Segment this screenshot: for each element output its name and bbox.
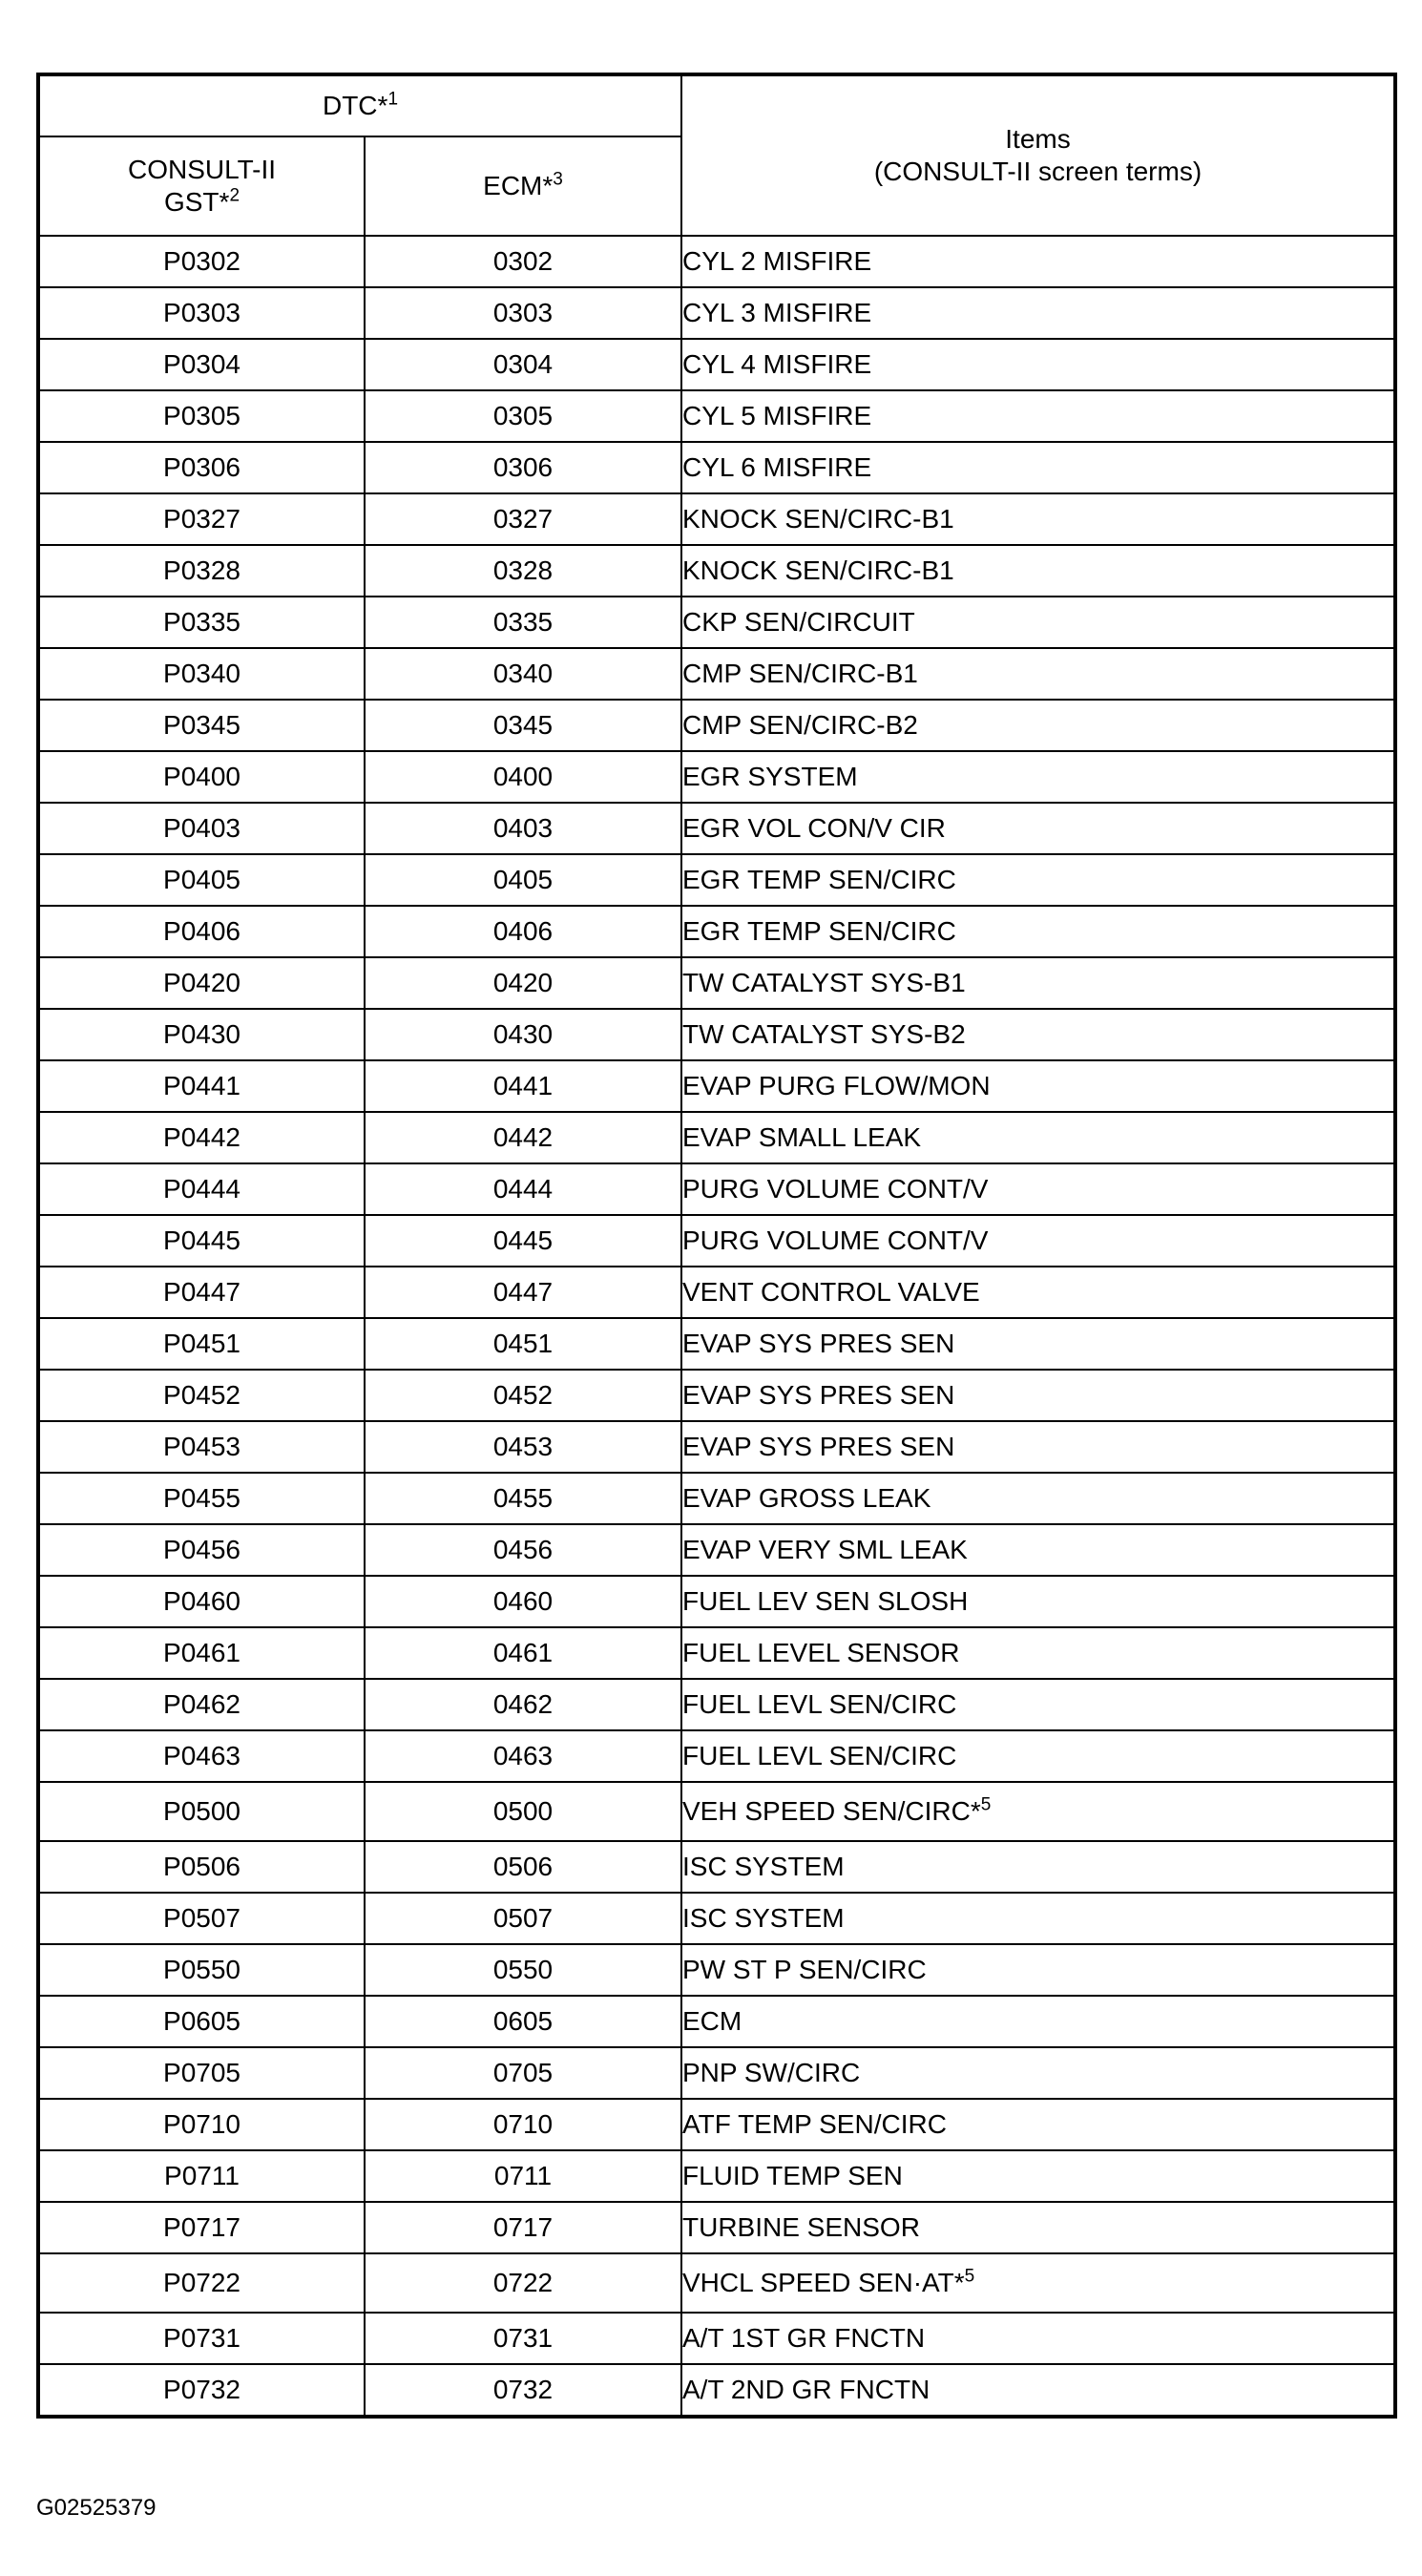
item-cell — [681, 1163, 1395, 1215]
table-row — [38, 545, 1395, 597]
ecm-code-cell: 0451 — [365, 1318, 681, 1370]
item-label: EVAP SYS PRES SEN — [682, 1329, 955, 1359]
ecm-code-cell: 0705 — [365, 2047, 681, 2099]
table-row — [38, 1841, 1395, 1893]
item-label: EVAP SYS PRES SEN — [682, 1380, 955, 1411]
consult-code-cell: P0304 — [38, 339, 365, 390]
table-row — [38, 906, 1395, 957]
ecm-code-cell: 0345 — [365, 700, 681, 751]
ecm-code-cell: 0455 — [365, 1473, 681, 1524]
item-cell — [681, 1009, 1395, 1060]
table-row — [38, 1473, 1395, 1524]
table-row — [38, 1730, 1395, 1782]
ecm-code-cell: 0403 — [365, 803, 681, 854]
items-header-line2: (CONSULT-II screen terms) — [873, 157, 1202, 186]
item-footnote: 5 — [980, 1794, 992, 1815]
consult-code-cell: P0717 — [38, 2202, 365, 2253]
table-row — [38, 1679, 1395, 1730]
ecm-code-cell: 0442 — [365, 1112, 681, 1163]
consult-code-cell: P0405 — [38, 854, 365, 906]
consult-code-cell: P0445 — [38, 1215, 365, 1267]
item-cell — [681, 442, 1395, 493]
item-cell — [681, 803, 1395, 854]
item-cell — [681, 906, 1395, 957]
item-cell — [681, 1782, 1395, 1841]
item-label: EGR TEMP SEN/CIRC — [682, 916, 956, 947]
table-row — [38, 1112, 1395, 1163]
ecm-code-cell: 0420 — [365, 957, 681, 1009]
item-cell — [681, 1730, 1395, 1782]
consult-code-cell: P0444 — [38, 1163, 365, 1215]
item-label: A/T 2ND GR FNCTN — [682, 2375, 931, 2405]
item-cell — [681, 1370, 1395, 1421]
item-cell — [681, 493, 1395, 545]
consult-code-cell: P0705 — [38, 2047, 365, 2099]
table-row — [38, 1893, 1395, 1944]
item-cell — [681, 1318, 1395, 1370]
item-label: VEH SPEED SEN/CIRC* — [682, 1796, 981, 1827]
ecm-code-cell: 0506 — [365, 1841, 681, 1893]
ecm-header-footnote: 3 — [553, 169, 563, 190]
ecm-code-cell: 0305 — [365, 390, 681, 442]
dtc-header-cell — [38, 74, 681, 136]
item-cell — [681, 1944, 1395, 1996]
table-row — [38, 287, 1395, 339]
ecm-code-cell: 0500 — [365, 1782, 681, 1841]
items-header-line1: Items — [1005, 124, 1071, 155]
item-cell — [681, 339, 1395, 390]
item-cell — [681, 390, 1395, 442]
table-row — [38, 2202, 1395, 2253]
consult-code-cell: P0430 — [38, 1009, 365, 1060]
item-label: EVAP SMALL LEAK — [682, 1122, 922, 1153]
ecm-code-cell: 0460 — [365, 1576, 681, 1627]
ecm-header-cell — [365, 136, 681, 236]
item-label: EVAP VERY SML LEAK — [682, 1535, 968, 1565]
item-label: CYL 3 MISFIRE — [682, 298, 872, 328]
dtc-table — [36, 73, 1397, 2419]
item-label: ECM — [682, 2006, 742, 2037]
table-row — [38, 854, 1395, 906]
consult-code-cell: P0442 — [38, 1112, 365, 1163]
item-cell — [681, 700, 1395, 751]
item-cell — [681, 1060, 1395, 1112]
ecm-code-cell: 0340 — [365, 648, 681, 700]
ecm-code-cell: 0605 — [365, 1996, 681, 2047]
item-label: PURG VOLUME CONT/V — [682, 1174, 989, 1204]
item-cell — [681, 1576, 1395, 1627]
table-row — [38, 2150, 1395, 2202]
dtc-table-header — [38, 74, 1395, 236]
item-label: TW CATALYST SYS-B2 — [682, 1019, 966, 1050]
item-cell — [681, 1679, 1395, 1730]
table-row — [38, 1996, 1395, 2047]
ecm-code-cell: 0452 — [365, 1370, 681, 1421]
table-row — [38, 1944, 1395, 1996]
consult-code-cell: P0303 — [38, 287, 365, 339]
table-row — [38, 2313, 1395, 2364]
item-cell — [681, 957, 1395, 1009]
item-label: CMP SEN/CIRC-B2 — [682, 710, 918, 741]
table-row — [38, 493, 1395, 545]
table-row — [38, 1421, 1395, 1473]
table-row — [38, 2047, 1395, 2099]
item-cell — [681, 2047, 1395, 2099]
table-row — [38, 751, 1395, 803]
table-row — [38, 1370, 1395, 1421]
consult-code-cell: P0305 — [38, 390, 365, 442]
item-label: EGR TEMP SEN/CIRC — [682, 865, 956, 895]
table-row — [38, 597, 1395, 648]
consult-code-cell: P0710 — [38, 2099, 365, 2150]
ecm-code-cell: 0335 — [365, 597, 681, 648]
item-cell — [681, 1893, 1395, 1944]
table-row — [38, 648, 1395, 700]
table-row — [38, 957, 1395, 1009]
item-cell — [681, 1267, 1395, 1318]
table-row — [38, 1009, 1395, 1060]
table-row — [38, 1267, 1395, 1318]
ecm-code-cell: 0453 — [365, 1421, 681, 1473]
item-cell — [681, 545, 1395, 597]
item-cell — [681, 1215, 1395, 1267]
item-label: PNP SW/CIRC — [682, 2058, 861, 2088]
ecm-code-cell: 0306 — [365, 442, 681, 493]
ecm-code-cell: 0732 — [365, 2364, 681, 2417]
ecm-code-cell: 0711 — [365, 2150, 681, 2202]
table-row — [38, 1627, 1395, 1679]
item-label: KNOCK SEN/CIRC-B1 — [682, 504, 954, 534]
ecm-code-cell: 0304 — [365, 339, 681, 390]
item-label: FUEL LEV SEN SLOSH — [682, 1586, 969, 1617]
ecm-code-cell: 0461 — [365, 1627, 681, 1679]
item-label: FUEL LEVL SEN/CIRC — [682, 1689, 957, 1720]
item-label: EVAP PURG FLOW/MON — [682, 1071, 991, 1101]
item-cell — [681, 2313, 1395, 2364]
consult-code-cell: P0340 — [38, 648, 365, 700]
consult-header-footnote: 2 — [229, 185, 240, 206]
item-label: CKP SEN/CIRCUIT — [682, 607, 915, 638]
item-cell — [681, 597, 1395, 648]
item-label: TURBINE SENSOR — [682, 2212, 920, 2243]
ecm-code-cell: 0463 — [365, 1730, 681, 1782]
ecm-code-cell: 0430 — [365, 1009, 681, 1060]
item-label: A/T 1ST GR FNCTN — [682, 2323, 926, 2354]
item-cell — [681, 751, 1395, 803]
item-footnote: 5 — [964, 2266, 975, 2287]
consult-code-cell: P0461 — [38, 1627, 365, 1679]
table-row — [38, 1060, 1395, 1112]
table-row — [38, 1215, 1395, 1267]
item-cell — [681, 236, 1395, 287]
item-label: PURG VOLUME CONT/V — [682, 1225, 989, 1256]
consult-code-cell: P0506 — [38, 1841, 365, 1893]
item-label: PW ST P SEN/CIRC — [682, 1955, 927, 1985]
item-label: CYL 2 MISFIRE — [682, 246, 872, 277]
item-label: FLUID TEMP SEN — [682, 2161, 903, 2191]
item-label: EGR VOL CON/V CIR — [682, 813, 946, 844]
item-cell — [681, 2099, 1395, 2150]
consult-code-cell: P0731 — [38, 2313, 365, 2364]
consult-code-cell: P0455 — [38, 1473, 365, 1524]
consult-code-cell: P0328 — [38, 545, 365, 597]
consult-code-cell: P0460 — [38, 1576, 365, 1627]
ecm-code-cell: 0731 — [365, 2313, 681, 2364]
item-cell — [681, 648, 1395, 700]
item-label: EGR SYSTEM — [682, 762, 858, 792]
item-cell — [681, 1996, 1395, 2047]
consult-code-cell: P0327 — [38, 493, 365, 545]
consult-header-line1: CONSULT-II — [127, 155, 277, 185]
item-label: CYL 6 MISFIRE — [682, 452, 872, 483]
ecm-code-cell: 0462 — [365, 1679, 681, 1730]
ecm-header-label: ECM* — [483, 171, 554, 201]
consult-code-cell: P0722 — [38, 2253, 365, 2313]
dtc-header-label: DTC* — [322, 91, 388, 121]
ecm-code-cell: 0447 — [365, 1267, 681, 1318]
ecm-code-cell: 0550 — [365, 1944, 681, 1996]
ecm-code-cell: 0507 — [365, 1893, 681, 1944]
item-label: CYL 5 MISFIRE — [682, 401, 872, 431]
table-row — [38, 2253, 1395, 2313]
ecm-code-cell: 0328 — [365, 545, 681, 597]
consult-code-cell: P0335 — [38, 597, 365, 648]
consult-code-cell: P0447 — [38, 1267, 365, 1318]
consult-header-line2: GST* — [163, 187, 230, 217]
dtc-header-footnote: 1 — [387, 89, 399, 110]
item-cell — [681, 2150, 1395, 2202]
item-cell — [681, 1473, 1395, 1524]
table-row — [38, 442, 1395, 493]
consult-code-cell: P0463 — [38, 1730, 365, 1782]
item-cell — [681, 1627, 1395, 1679]
item-cell — [681, 287, 1395, 339]
ecm-code-cell: 0302 — [365, 236, 681, 287]
consult-code-cell: P0605 — [38, 1996, 365, 2047]
ecm-code-cell: 0400 — [365, 751, 681, 803]
item-cell — [681, 2253, 1395, 2313]
item-label: VHCL SPEED SEN·AT* — [682, 2268, 965, 2298]
item-cell — [681, 1421, 1395, 1473]
item-label: ATF TEMP SEN/CIRC — [682, 2109, 947, 2140]
item-label: CYL 4 MISFIRE — [682, 349, 872, 380]
consult-code-cell: P0406 — [38, 906, 365, 957]
consult-code-cell: P0403 — [38, 803, 365, 854]
consult-code-cell: P0306 — [38, 442, 365, 493]
item-cell — [681, 854, 1395, 906]
ecm-code-cell: 0303 — [365, 287, 681, 339]
consult-code-cell: P0451 — [38, 1318, 365, 1370]
consult-code-cell: P0550 — [38, 1944, 365, 1996]
consult-code-cell: P0507 — [38, 1893, 365, 1944]
item-label: EVAP SYS PRES SEN — [682, 1432, 955, 1462]
ecm-code-cell: 0405 — [365, 854, 681, 906]
table-row — [38, 236, 1395, 287]
figure-id: G02525379 — [36, 2495, 157, 2521]
consult-code-cell: P0711 — [38, 2150, 365, 2202]
item-label: TW CATALYST SYS-B1 — [682, 968, 966, 998]
consult-code-cell: P0400 — [38, 751, 365, 803]
table-row — [38, 2364, 1395, 2417]
table-row — [38, 390, 1395, 442]
consult-code-cell: P0302 — [38, 236, 365, 287]
item-label: ISC SYSTEM — [682, 1903, 845, 1934]
item-label: KNOCK SEN/CIRC-B1 — [682, 555, 954, 586]
consult-code-cell: P0420 — [38, 957, 365, 1009]
ecm-code-cell: 0456 — [365, 1524, 681, 1576]
consult-code-cell: P0462 — [38, 1679, 365, 1730]
item-label: CMP SEN/CIRC-B1 — [682, 659, 918, 689]
item-cell — [681, 1841, 1395, 1893]
ecm-code-cell: 0441 — [365, 1060, 681, 1112]
table-row — [38, 1524, 1395, 1576]
consult-code-cell: P0456 — [38, 1524, 365, 1576]
item-cell — [681, 2364, 1395, 2417]
item-label: ISC SYSTEM — [682, 1852, 845, 1882]
item-label: FUEL LEVEL SENSOR — [682, 1638, 960, 1668]
ecm-code-cell: 0722 — [365, 2253, 681, 2313]
dtc-table-body — [38, 236, 1395, 2417]
consult-code-cell: P0452 — [38, 1370, 365, 1421]
item-cell — [681, 1112, 1395, 1163]
table-row — [38, 2099, 1395, 2150]
table-row — [38, 339, 1395, 390]
consult-header-cell — [38, 136, 365, 236]
ecm-code-cell: 0717 — [365, 2202, 681, 2253]
table-row — [38, 1318, 1395, 1370]
item-label: VENT CONTROL VALVE — [682, 1277, 980, 1308]
consult-code-cell: P0441 — [38, 1060, 365, 1112]
ecm-code-cell: 0445 — [365, 1215, 681, 1267]
consult-code-cell: P0453 — [38, 1421, 365, 1473]
table-row — [38, 803, 1395, 854]
ecm-code-cell: 0327 — [365, 493, 681, 545]
ecm-code-cell: 0406 — [365, 906, 681, 957]
table-row — [38, 1576, 1395, 1627]
ecm-code-cell: 0444 — [365, 1163, 681, 1215]
consult-code-cell: P0732 — [38, 2364, 365, 2417]
consult-code-cell: P0500 — [38, 1782, 365, 1841]
table-row — [38, 1782, 1395, 1841]
ecm-code-cell: 0710 — [365, 2099, 681, 2150]
item-label: EVAP GROSS LEAK — [682, 1483, 931, 1514]
item-label: FUEL LEVL SEN/CIRC — [682, 1741, 957, 1771]
items-header-cell — [681, 74, 1395, 236]
table-row — [38, 700, 1395, 751]
table-row — [38, 1163, 1395, 1215]
item-cell — [681, 1524, 1395, 1576]
item-cell — [681, 2202, 1395, 2253]
consult-code-cell: P0345 — [38, 700, 365, 751]
